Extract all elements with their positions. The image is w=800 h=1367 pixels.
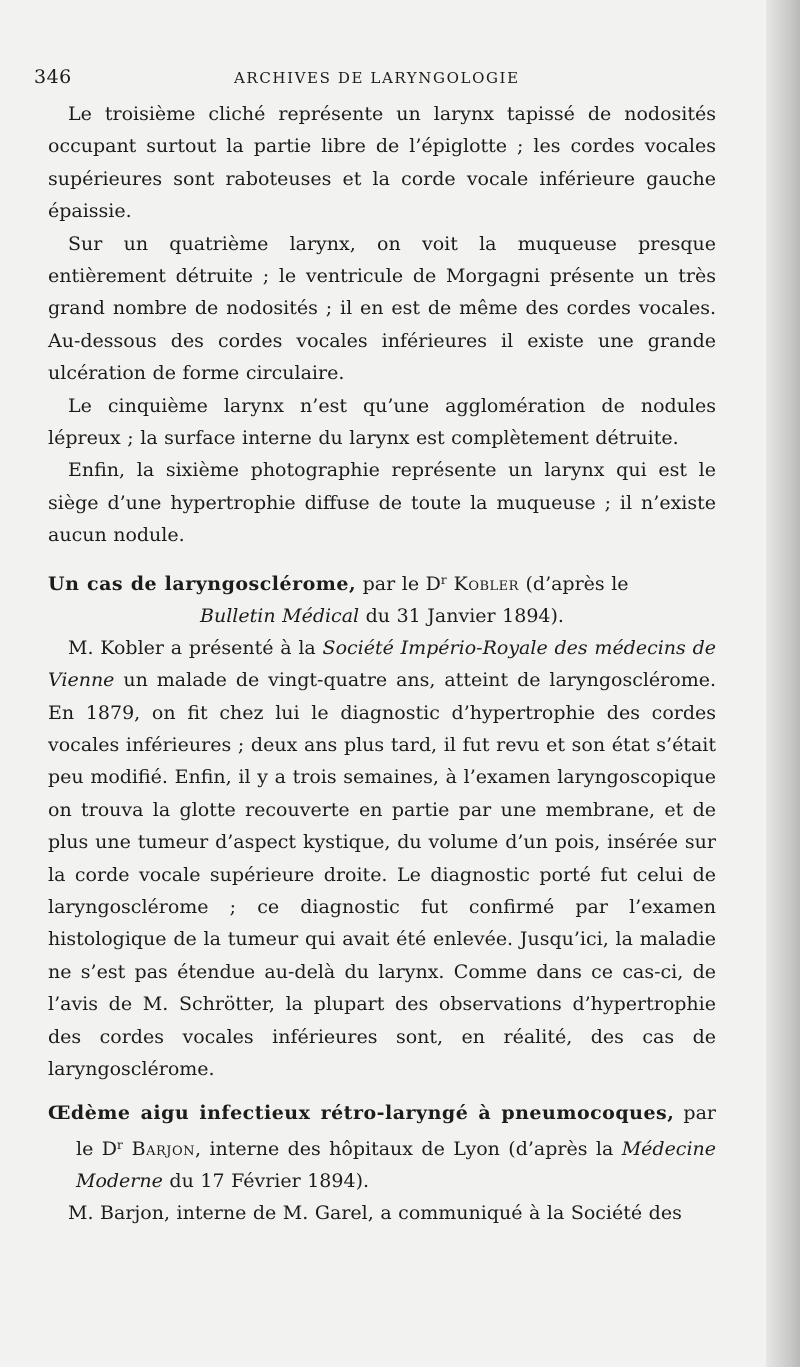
article-after-author: , interne des hôpitaux de Lyon (d’après la: [195, 1138, 622, 1161]
doctor-superscript: r: [440, 572, 447, 587]
paragraph-sixth-photo: Enfin, la sixième photographie représente un larynx qui est le siège d’une hypertrophie diffuse de toute la muqueuse ; il n’existe aucun nodule.: [48, 459, 716, 547]
article-after-author: (d’après le: [518, 572, 629, 595]
article-by: par le D: [356, 572, 441, 595]
paragraph-kobler: [48, 632, 716, 1086]
doctor-superscript: r: [116, 1138, 123, 1153]
article-author: Barjon: [122, 1138, 196, 1161]
paragraph-barjon: M. Barjon, interne de M. Garel, a communiqué à la Société des: [68, 1202, 682, 1225]
article-title: Œdème aigu infectieux rétro-laryngé à pneumocoques,: [48, 1102, 675, 1125]
source-journal: Médecine Moderne: [76, 1138, 717, 1193]
article-author: Kobler: [446, 572, 519, 595]
kobler-start: M. Kobler a présenté à la: [68, 636, 323, 659]
paragraph-fifth-larynx: Le cinquième larynx n’est qu’une agglomération de nodules lépreux ; la surface interne du larynx est complètement détruite.: [48, 394, 716, 450]
source-journal: Bulletin Médical: [200, 604, 360, 627]
kobler-society: Société Império-Royale des médecins de Vienne: [48, 636, 716, 692]
page-number: 346: [34, 66, 72, 88]
body-text: [48, 98, 716, 1230]
kobler-rest: un malade de vingt-quatre ans, atteint de laryngosclérome. En 1879, on fit chez lui le diagnostic d’hypertrophie des cordes vocales inférieures ; deux ans plus tard, il fut revu et son état s’était peu modifié. Enfin, il y a trois semaines, à l’examen laryngoscopique on trouva la glotte recouverte en partie par une membrane, et de plus une tumeur d’aspect kystique, du volume d’un pois, insérée sur la corde vocale supérieure droite. Le diagnostic porté fut celui de laryngosclérome ; ce diagnostic fut confirmé par l’examen histologique de la tumeur qui avait été enlevée. Jusqu’ici, la maladie ne s’est pas étendue au-delà du larynx. Comme dans ce cas-ci, de l’avis de M. Schrötter, la plupart des observations d’hypertrophie des cordes vocales inférieures sont, en réalité, des cas de laryngosclérome.: [48, 669, 716, 1080]
source-date: du 31 Janvier 1894).: [359, 604, 564, 627]
article-by: par le D: [76, 1102, 716, 1161]
article-heading-laryngosclerome: [48, 564, 716, 632]
paragraph-fourth-larynx: Sur un quatrième larynx, on voit la muqueuse presque entièrement détruite ; le ventricule de Morgagni présente un très grand nombre de nodosités ; il en est de même des cordes vocales. Au-dessous des cordes vocales inférieures il existe une grande ulcération de forme circulaire.: [48, 232, 716, 385]
book-page: [34, 58, 717, 1230]
source-date: du 17 Février 1894).: [162, 1170, 370, 1193]
page-edge-shadow: [766, 0, 800, 1367]
article-heading-oedeme: [48, 1097, 716, 1197]
running-head: [34, 58, 716, 98]
paragraph-third-cliche: Le troisième cliché représente un larynx tapissé de nodosités occupant surtout la partie libre de l’épiglotte ; les cordes vocales supérieures sont raboteuses et la corde vocale inférieure gauche épaissie.: [48, 103, 716, 223]
article-source: [48, 600, 716, 632]
running-title: ARCHIVES DE LARYNGOLOGIE: [234, 69, 520, 87]
article-title: Un cas de laryngosclérome,: [48, 572, 357, 595]
